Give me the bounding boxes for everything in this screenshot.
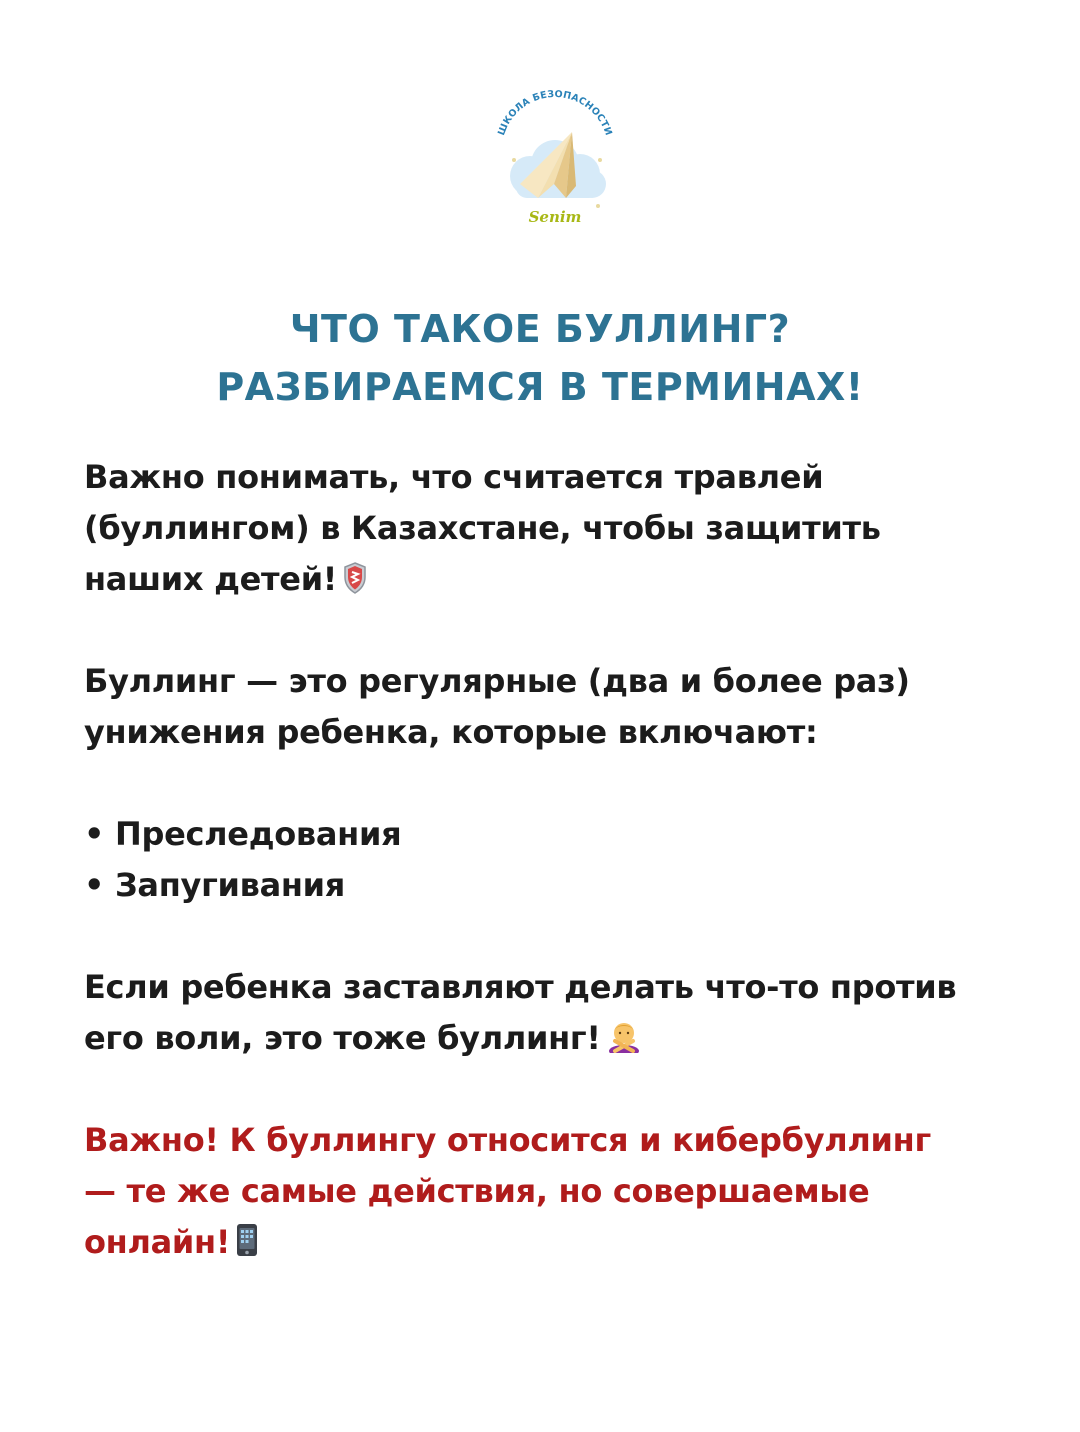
svg-text:ШКОЛА БЕЗОПАСНОСТИ <box>496 89 614 137</box>
content <box>84 452 1044 1319</box>
paper-plane-logo-icon <box>480 88 630 238</box>
person-gesturing-no-icon <box>607 1021 641 1053</box>
warning-line-3-wrap <box>84 1217 1044 1268</box>
coercion-line-2-wrap <box>84 1013 1044 1064</box>
intro-line-2: (буллингом) в Казахстане, чтобы защитить <box>84 509 881 547</box>
page-title <box>0 300 1080 416</box>
intro-line-3-wrap <box>84 554 1044 605</box>
warning-line-2: — те же самые действия, но совершаемые <box>84 1172 870 1210</box>
list-item: • Преследования <box>84 815 402 853</box>
warning-line-1: Важно! К буллингу относится и кибербуллинг <box>84 1121 931 1159</box>
warning-line-3: онлайн! <box>84 1223 231 1261</box>
intro-line-3: наших детей! <box>84 560 338 598</box>
coercion-paragraph <box>84 962 1044 1064</box>
definition-paragraph <box>84 656 1044 758</box>
coercion-line-2: его воли, это тоже буллинг! <box>84 1019 601 1057</box>
intro-line-1: Важно понимать, что считается травлей <box>84 458 824 496</box>
title-line-1: ЧТО ТАКОЕ БУЛЛИНГ? <box>289 307 791 351</box>
list-item: • Запугивания <box>84 866 346 904</box>
logo <box>480 88 630 238</box>
bullying-forms-list <box>84 809 1044 911</box>
shield-icon <box>343 562 367 594</box>
intro-paragraph <box>84 452 1044 605</box>
definition-line-1: Буллинг — это регулярные (два и более раз) <box>84 662 910 700</box>
logo-brand-text: Senim <box>528 208 582 226</box>
cyberbullying-warning <box>84 1115 1044 1268</box>
coercion-line-1: Если ребенка заставляют делать что-то против <box>84 968 957 1006</box>
logo-arc-text: ШКОЛА БЕЗОПАСНОСТИ <box>496 88 614 138</box>
mobile-phone-icon <box>236 1223 258 1257</box>
title-line-2: РАЗБИРАЕМСЯ В ТЕРМИНАХ! <box>216 365 864 409</box>
definition-line-2: унижения ребенка, которые включают: <box>84 713 818 751</box>
